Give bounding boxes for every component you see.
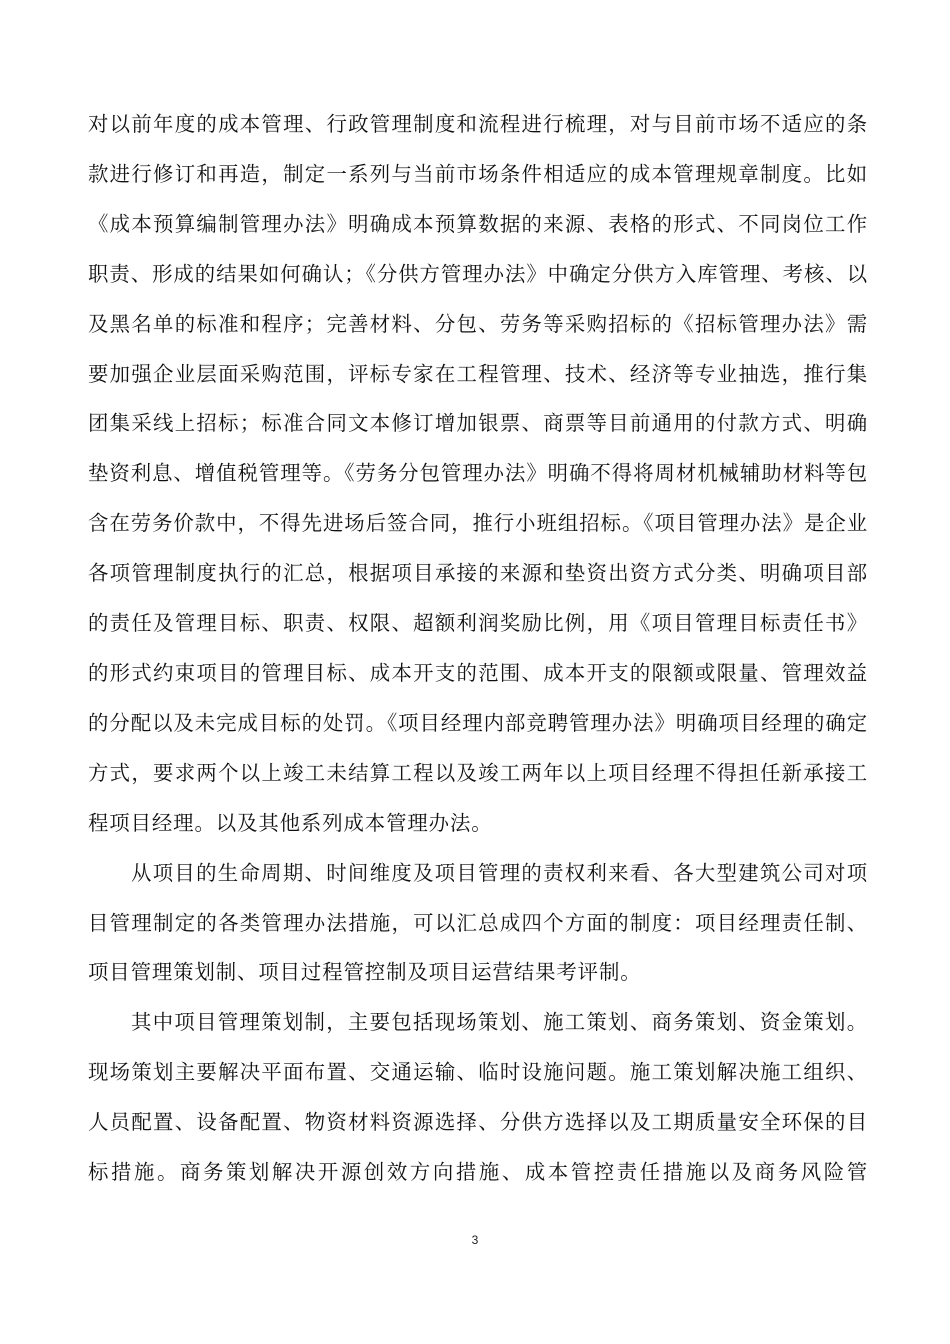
paragraph-four-systems: 从项目的生命周期、时间维度及项目管理的责权利来看、各大型建筑公司对项目管理制定的各类管理办法措施，可以汇总成四个方面的制度：项目经理责任制、项目管理策划制、项目过程管控制及项目运营结果考评制。 [88,860,868,985]
paragraph-cost-management-rules: 对以前年度的成本管理、行政管理制度和流程进行梳理，对与目前市场不适应的条款进行修订和再造，制定一系列与当前市场条件相适应的成本管理规章制度。比如《成本预算编制管理办法》明确成本预算数据的来源、表格的形式、不同岗位工作职责、形成的结果如何确认；《分供方管理办法》中确定分供方入库管理、考核、以及黑名单的标准和程序；完善材料、分包、劳务等采购招标的《招标管理办法》需要加强企业层面采购范围，评标专家在工程管理、技术、经济等专业抽选，推行集团集采线上招标；标准合同文本修订增加银票、商票等目前通用的付款方式、明确垫资利息、增值税管理等。《劳务分包管理办法》明确不得将周材机械辅助材料等包含在劳务价款中，不得先进场后签合同，推行小班组招标。《项目管理办法》是企业各项管理制度执行的汇总，根据项目承接的来源和垫资出资方式分类、明确项目部的责任及管理目标、职责、权限、超额利润奖励比例，用《项目管理目标责任书》的形式约束项目的管理目标、成本开支的范围、成本开支的限额或限量、管理效益的分配以及未完成目标的处罚。《项目经理内部竞聘管理办法》明确项目经理的确定方式，要求两个以上竣工未结算工程以及竣工两年以上项目经理不得担任新承接工程项目经理。以及其他系列成本管理办法。 [88,112,868,835]
body-text [88,100,868,1198]
paragraph-planning-system: 其中项目管理策划制，主要包括现场策划、施工策划、商务策划、资金策划。现场策划主要解决平面布置、交通运输、临时设施问题。施工策划解决施工组织、人员配置、设备配置、物资材料资源选择、分供方选择以及工期质量安全环保的目标措施。商务策划解决开源创效方向措施、成本管控责任措施以及商务风险管 [88,1010,868,1185]
page-number: 3 [471,1233,479,1247]
